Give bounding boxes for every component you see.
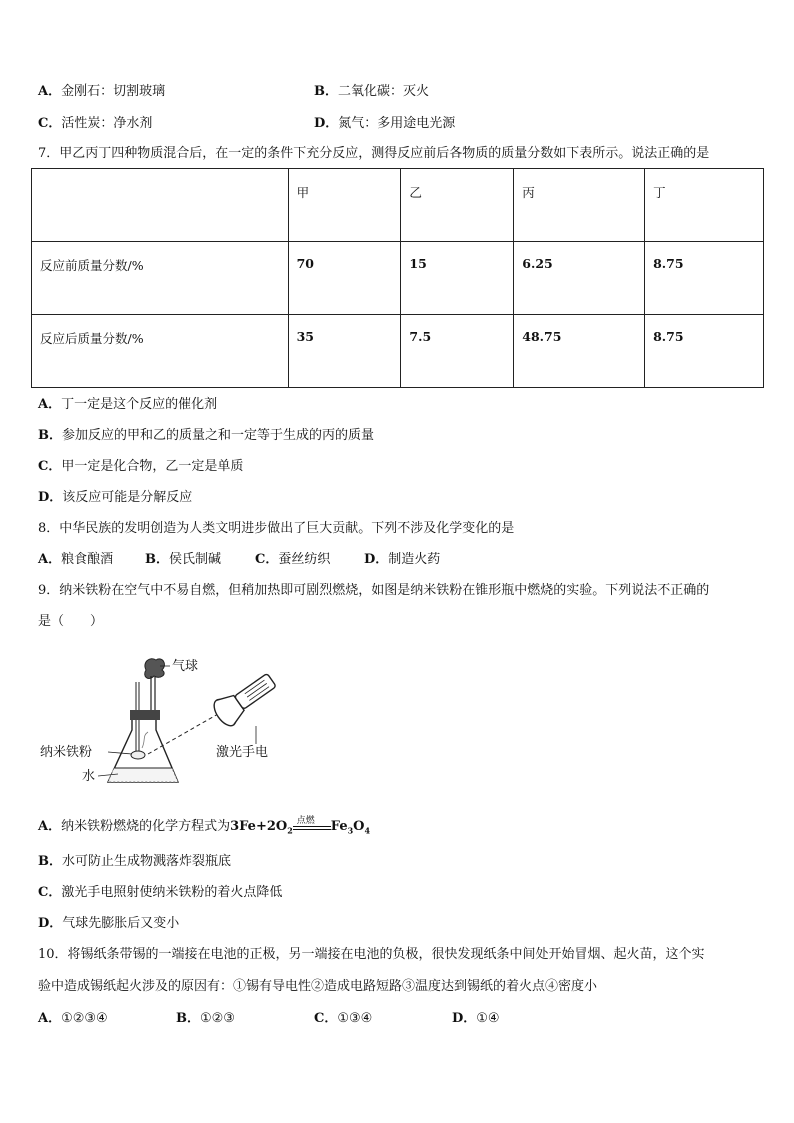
q7-table	[31, 168, 764, 388]
q6-option-c: C．活性炭：净水剂	[38, 116, 153, 131]
q10-option-c: C．①③④	[314, 1011, 373, 1026]
q8-stem: 8．中华民族的发明创造为人类文明进步做出了巨大贡献。下列不涉及化学变化的是	[38, 521, 515, 536]
q8-option-c: C．蚕丝纺织	[255, 552, 331, 567]
q6-options-row-2	[38, 115, 758, 133]
q10-stem-line-1: 10．将锡纸条带锡的一端接在电池的正极，另一端接在电池的负极，很快发现纸条中间处开始冒烟、起火苗，这个实	[38, 947, 705, 962]
iron-spoon	[131, 751, 145, 759]
balloon-shape	[145, 659, 165, 679]
q8-option-d: D．制造火药	[364, 552, 441, 567]
table-cell: 8.75	[645, 242, 764, 315]
q9-option-d: D．气球先膨胀后又变小	[38, 916, 180, 931]
q6-options-row-1	[38, 83, 758, 101]
label-water: 水	[82, 769, 96, 784]
table-row-label: 反应后质量分数/%	[32, 315, 289, 388]
q8-options	[38, 551, 758, 569]
label-balloon: 气球	[172, 659, 199, 674]
q8-option-a: A．粮食酿酒	[38, 552, 114, 567]
table-header-cell: 丙	[514, 169, 645, 242]
q10-option-a: A．①②③④	[38, 1011, 108, 1026]
table-cell: 15	[401, 242, 514, 315]
table-header-cell: 丁	[645, 169, 764, 242]
q6-option-b: B．二氧化碳：灭火	[314, 84, 430, 99]
table-header-cell: 甲	[288, 169, 401, 242]
q7-stem: 7．甲乙丙丁四种物质混合后，在一定的条件下充分反应，测得反应前后各物质的质量分数如下表所示。说法正确的是	[38, 146, 710, 161]
rubber-stopper	[130, 710, 160, 720]
laser-flashlight	[210, 668, 280, 730]
table-cell: 8.75	[645, 315, 764, 388]
q10-stem-line-2: 验中造成锡纸起火涉及的原因有：①锡有导电性②造成电路短路③温度达到锡纸的着火点④密度小	[38, 979, 598, 994]
q7-option-a: A．丁一定是这个反应的催化剂	[38, 397, 218, 412]
q10-option-d: D．①④	[452, 1011, 500, 1026]
water-layer	[108, 768, 178, 782]
table-header-cell: 乙	[401, 169, 514, 242]
q10-options	[38, 1010, 758, 1028]
table-cell: 70	[288, 242, 401, 315]
table-cell: 7.5	[401, 315, 514, 388]
table-row	[32, 242, 764, 315]
q6-option-a: A．金刚石：切割玻璃	[38, 84, 166, 99]
q9-option-c: C．激光手电照射使纳米铁粉的着火点降低	[38, 885, 283, 900]
label-laser: 激光手电	[216, 745, 269, 760]
table-row-label: 反应前质量分数/%	[32, 242, 289, 315]
table-header-cell	[32, 169, 289, 242]
reaction-condition: 点燃	[293, 818, 331, 836]
q7-option-c: C．甲一定是化合物，乙一定是单质	[38, 459, 244, 474]
table-cell: 35	[288, 315, 401, 388]
table-header-row	[32, 169, 764, 242]
q6-option-d: D．氮气：多用途电光源	[314, 116, 456, 131]
q9-option-b: B．水可防止生成物溅落炸裂瓶底	[38, 854, 232, 869]
q9-stem-line-2: 是（ ）	[38, 614, 104, 629]
table-cell: 6.25	[514, 242, 645, 315]
chemical-equation: $3Fe+2O_2$ 点燃 $Fe_3O_4$	[230, 816, 371, 836]
q9-stem-line-1: 9．纳米铁粉在空气中不易自燃，但稍加热即可剧烈燃烧，如图是纳米铁粉在锥形瓶中燃烧的实验。下列说法不正确的	[38, 583, 710, 598]
q8-option-b: B．侯氏制碱	[145, 552, 222, 567]
q10-option-b: B．①②③	[176, 1011, 235, 1026]
q9-option-a: A．纳米铁粉燃烧的化学方程式为$3Fe+2O_2$ 点燃 $Fe_3O_4$	[38, 816, 371, 836]
experiment-diagram	[38, 652, 298, 792]
table-cell: 48.75	[514, 315, 645, 388]
flame-lines	[142, 732, 148, 748]
q7-option-d: D．该反应可能是分解反应	[38, 490, 193, 505]
leader-iron	[108, 752, 132, 754]
table-row	[32, 315, 764, 388]
q7-option-b: B．参加反应的甲和乙的质量之和一定等于生成的丙的质量	[38, 428, 375, 443]
label-iron-powder: 纳米铁粉	[40, 745, 93, 760]
